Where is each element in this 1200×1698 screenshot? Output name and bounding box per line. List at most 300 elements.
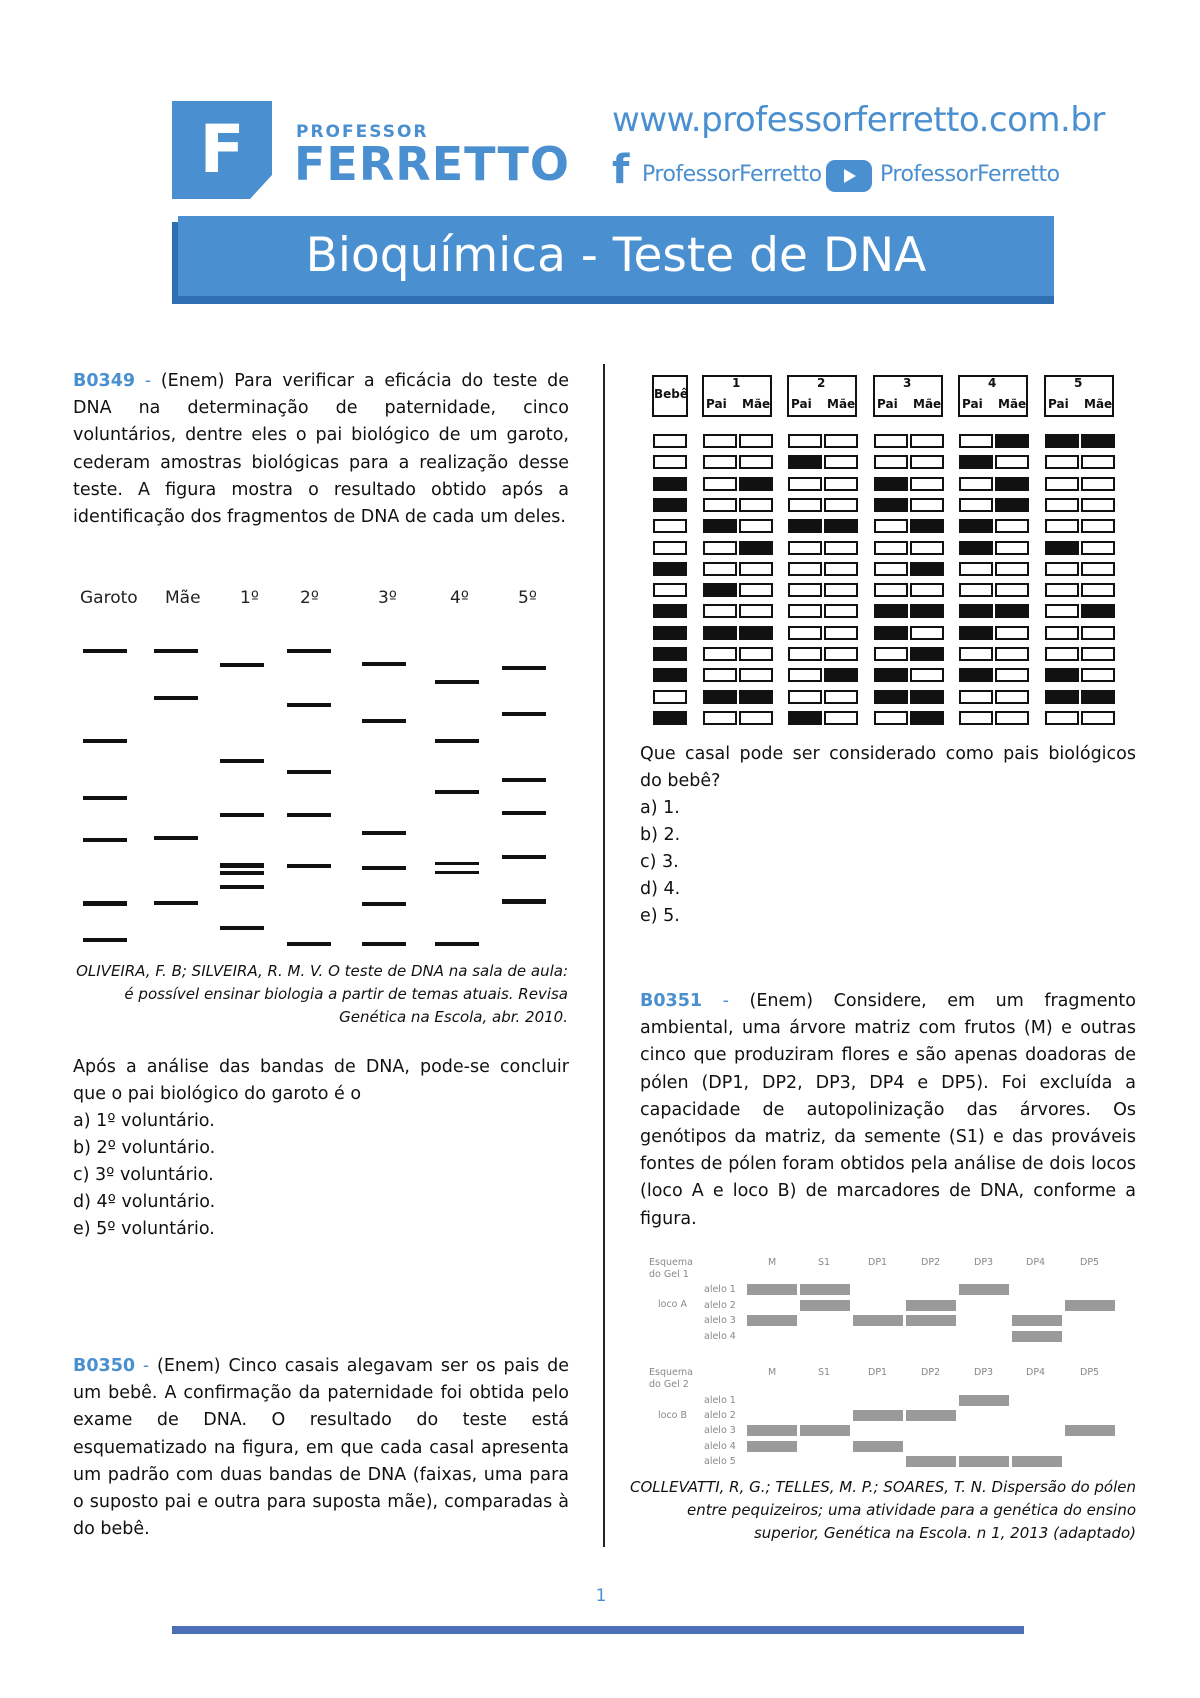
logo-notch (250, 175, 272, 199)
gel2-band (995, 604, 1029, 618)
gel2-band (703, 647, 737, 661)
gel2-band (739, 626, 773, 640)
brand-small: PROFESSOR (296, 122, 429, 142)
gel1-band (83, 901, 127, 906)
gel1-band (83, 838, 127, 842)
gel2-band (874, 647, 908, 661)
gel2-band (653, 455, 687, 469)
gel1-band (220, 871, 264, 875)
gel2-band (703, 711, 737, 725)
gel2-band (824, 604, 858, 618)
lane-label: Garoto (80, 588, 138, 608)
gel1-band (435, 790, 479, 794)
q1-citation-line: OLIVEIRA, F. B; SILVEIRA, R. M. V. O teste de DNA na sala de aula: (76, 962, 568, 980)
gel-column-label: DP1 (868, 1367, 888, 1378)
gel3-figure (640, 1255, 1140, 1477)
gel2-band (995, 519, 1029, 533)
gel2-band (739, 583, 773, 597)
gel2-band (874, 541, 908, 555)
gel1-band (362, 902, 406, 906)
gel-column-label: S1 (818, 1367, 831, 1378)
q2-sep: - (135, 1356, 158, 1376)
q1-question: Após a análise das bandas de DNA, pode-se concluir que o pai biológico do garoto é o (73, 1057, 569, 1105)
q1-citation-line: Genética na Escola, abr. 2010. (339, 1008, 568, 1026)
pai-label: Pai (962, 397, 983, 411)
gel2-band (703, 690, 737, 704)
gel2-band (1045, 519, 1079, 533)
gel2-band (824, 477, 858, 491)
gel2-band (1045, 477, 1079, 491)
gel2-band (1081, 604, 1115, 618)
gel3-band (853, 1441, 903, 1452)
gel1-band (362, 866, 406, 870)
gel2-band (824, 690, 858, 704)
gel2-band (824, 647, 858, 661)
gel1-band (502, 855, 546, 859)
gel2-band (739, 477, 773, 491)
gel2-band (874, 668, 908, 682)
gel2-band (874, 498, 908, 512)
gel2-band (1045, 562, 1079, 576)
gel2-band (824, 541, 858, 555)
gel1-band (362, 831, 406, 835)
gel3-band (906, 1456, 956, 1467)
gel3-band (906, 1410, 956, 1421)
gel2-band (788, 690, 822, 704)
gel1-band (502, 712, 546, 716)
allele-label: alelo 2 (704, 1299, 736, 1311)
mae-label: Mãe (742, 397, 771, 411)
gel3-band (1012, 1456, 1062, 1467)
gel2-band (959, 498, 993, 512)
gel3-band (853, 1410, 903, 1421)
page-title: Bioquímica - Teste de DNA (305, 228, 927, 283)
q3-citation-line: COLLEVATTI, R, G.; TELLES, M. P.; SOARES, T. N. Dispersão do pólen (630, 1478, 1136, 1496)
gel2-band (1045, 434, 1079, 448)
q3-citation (630, 1476, 1136, 1545)
gel2-band (824, 519, 858, 533)
gel2-band (874, 519, 908, 533)
gel2-band (874, 477, 908, 491)
gel2-band (995, 541, 1029, 555)
gel2-band (1081, 434, 1115, 448)
gel2-band (703, 477, 737, 491)
allele-label: alelo 3 (704, 1425, 736, 1437)
gel2-band (910, 583, 944, 597)
gel1-band (83, 649, 127, 653)
gel3-band (959, 1456, 1009, 1467)
gel2-band (739, 541, 773, 555)
q1-citation-line: é possível ensinar biologia a partir de temas atuais. Revisa (124, 985, 568, 1003)
q3-citation-line: superior, Genética na Escola. n 1, 2013 (adaptado) (753, 1524, 1136, 1542)
gel1-band (435, 739, 479, 743)
gel1-band (502, 778, 546, 782)
gel2-band (995, 626, 1029, 640)
gel2-band (1081, 668, 1115, 682)
gel2-band (1081, 626, 1115, 640)
gel2-band (1045, 711, 1079, 725)
gel2-band (910, 434, 944, 448)
gel2-band (1045, 647, 1079, 661)
gel1-band (220, 863, 264, 868)
gel2-band (910, 668, 944, 682)
gel-column-label: DP3 (974, 1257, 994, 1268)
q1-text: (Enem) Para verificar a eficácia do teste de DNA na determinação de paternidade, cinco voluntários, dentre eles o pai biológico de um garoto, cederam amostras biológicas para a realização desse teste. A figura mostra o resultado obtido após a identificação dos fragmentos de DNA de cada um deles. (73, 371, 569, 528)
pai-label: Pai (1048, 397, 1069, 411)
gel2-band (874, 604, 908, 618)
gel3-band (800, 1300, 850, 1311)
q1-paragraph (73, 368, 569, 531)
gel2-band (995, 562, 1029, 576)
gel2-band (959, 434, 993, 448)
gel2-band (788, 455, 822, 469)
allele-label: alelo 4 (704, 1440, 736, 1452)
gel1-band (287, 649, 331, 653)
youtube-name[interactable]: ProfessorFerretto (880, 162, 1060, 187)
gel2-band (910, 455, 944, 469)
gel2-band (959, 562, 993, 576)
gel2-band (995, 690, 1029, 704)
gel2-band (703, 583, 737, 597)
q2-option[interactable]: a) 1. (640, 798, 680, 818)
logo-letter: F (199, 111, 245, 188)
gel1-band (83, 796, 127, 800)
gel2-band (739, 690, 773, 704)
q3-paragraph (640, 988, 1136, 1233)
baby-label: Bebê (654, 387, 689, 401)
allele-label: alelo 1 (704, 1395, 736, 1406)
mae-label: Mãe (827, 397, 856, 411)
gel2-band (703, 519, 737, 533)
gel2-band (653, 477, 687, 491)
gel2-band (1045, 455, 1079, 469)
q1-option[interactable]: e) 5º voluntário. (73, 1219, 215, 1239)
mae-label: Mãe (913, 397, 942, 411)
gel-title: Esquema (649, 1367, 693, 1378)
gel2-band (703, 434, 737, 448)
q2-option[interactable]: c) 3. (640, 852, 679, 872)
gel2-band (653, 690, 687, 704)
gel2-band (910, 519, 944, 533)
gel2-band (739, 434, 773, 448)
gel1-band (362, 942, 406, 946)
gel2-band (739, 562, 773, 576)
gel2-band (653, 498, 687, 512)
allele-label: alelo 2 (704, 1410, 736, 1422)
gel2-band (788, 626, 822, 640)
gel2-band (874, 562, 908, 576)
gel2-band (959, 455, 993, 469)
gel3-band (747, 1441, 797, 1452)
gel2-band (824, 498, 858, 512)
mae-label: Mãe (998, 397, 1027, 411)
gel1-band (287, 703, 331, 707)
gel3-band (747, 1315, 797, 1326)
gel1-band (502, 899, 546, 904)
gel2-band (739, 498, 773, 512)
gel2-band (703, 626, 737, 640)
gel2-band (910, 477, 944, 491)
gel2-band (788, 711, 822, 725)
gel2-band (739, 711, 773, 725)
gel-column-label: DP1 (868, 1257, 888, 1268)
gel2-band (703, 455, 737, 469)
allele-label: alelo 4 (704, 1330, 736, 1342)
gel1-band (154, 696, 198, 700)
gel2-band (910, 562, 944, 576)
gel2-band (910, 647, 944, 661)
gel1-band (220, 759, 264, 763)
gel-column-label: M (768, 1367, 777, 1378)
gel1-band (362, 662, 406, 666)
gel2-band (1081, 455, 1115, 469)
pai-label: Pai (877, 397, 898, 411)
gel-column-label: DP2 (921, 1367, 941, 1378)
gel1-band (435, 942, 479, 946)
gel2-band (1081, 583, 1115, 597)
gel2-band (1045, 583, 1079, 597)
column-divider (603, 364, 605, 1547)
gel2-band (874, 583, 908, 597)
gel3-band (1065, 1300, 1115, 1311)
gel3-band (800, 1425, 850, 1436)
gel1-band (435, 862, 479, 865)
gel2-band (910, 604, 944, 618)
q3-sep: - (702, 991, 750, 1011)
gel2-band (1081, 498, 1115, 512)
pai-label: Pai (706, 397, 727, 411)
gel2-band (995, 455, 1029, 469)
facebook-name[interactable]: ProfessorFerretto (642, 162, 822, 187)
gel2-band (995, 477, 1029, 491)
site-url[interactable]: www.professorferretto.com.br (612, 100, 1105, 140)
gel2-band (995, 711, 1029, 725)
gel1-band (220, 813, 264, 817)
q1-options (73, 1108, 569, 1243)
gel2-band (788, 583, 822, 597)
gel2-band (1045, 626, 1079, 640)
gel2-band (788, 604, 822, 618)
gel-column-label: M (768, 1257, 777, 1268)
gel1-band (287, 864, 331, 868)
q2-option[interactable]: b) 2. (640, 825, 681, 845)
gel2-band (910, 711, 944, 725)
page-number: 1 (595, 1586, 607, 1606)
gel2-band (739, 668, 773, 682)
gel1-band (154, 836, 198, 840)
gel2-band (1081, 562, 1115, 576)
gel2-band (1081, 477, 1115, 491)
gel-column-label: S1 (818, 1257, 831, 1268)
gel3-band (1012, 1315, 1062, 1326)
gel-column-label: DP3 (974, 1367, 994, 1378)
facebook-icon: f (612, 147, 630, 193)
gel1-band (220, 663, 264, 667)
gel2-band (703, 541, 737, 555)
gel2-band (824, 583, 858, 597)
lane-label: 4º (450, 588, 469, 608)
footer-bar (172, 1626, 1024, 1634)
gel2-band (874, 434, 908, 448)
gel2-band (959, 647, 993, 661)
q2-code: B0350 (73, 1356, 136, 1376)
gel2-band (788, 498, 822, 512)
allele-label: alelo 1 (704, 1284, 736, 1295)
gel1-band (287, 770, 331, 774)
lane-label: 2º (300, 588, 319, 608)
q1-option[interactable]: b) 2º voluntário. (73, 1138, 216, 1158)
gel2-band (653, 626, 687, 640)
gel2-band (824, 711, 858, 725)
gel2-band (788, 541, 822, 555)
q1-option[interactable]: d) 4º voluntário. (73, 1192, 216, 1212)
gel2-band (874, 690, 908, 704)
gel3-band (906, 1315, 956, 1326)
gel-title: Esquema (649, 1257, 693, 1268)
locus-label: loco A (658, 1299, 688, 1310)
couple-number: 1 (732, 376, 741, 390)
gel-column-label: DP5 (1080, 1257, 1100, 1268)
gel3-band (800, 1284, 850, 1295)
gel2-band (739, 455, 773, 469)
gel2-band (739, 647, 773, 661)
gel2-band (995, 434, 1029, 448)
gel2-band (703, 562, 737, 576)
gel2-band (653, 711, 687, 725)
gel2-band (995, 668, 1029, 682)
gel-title: do Gel 2 (649, 1379, 689, 1390)
q1-option[interactable]: c) 3º voluntário. (73, 1165, 214, 1185)
gel2-band (653, 541, 687, 555)
gel2-band (739, 519, 773, 533)
q2-question: Que casal pode ser considerado como pais biológicos do bebê? (640, 744, 1136, 792)
gel1-band (287, 942, 331, 946)
gel1-band (220, 926, 264, 930)
gel2-band (703, 668, 737, 682)
gel2-band (788, 434, 822, 448)
q3-citation-line: entre pequizeiros; uma atividade para a genética do ensino (687, 1501, 1136, 1519)
lane-label: Mãe (165, 588, 201, 608)
gel2-band (1045, 498, 1079, 512)
gel2-band (959, 477, 993, 491)
gel2-band (959, 668, 993, 682)
gel-title: do Gel 1 (649, 1269, 689, 1280)
gel2-band (653, 668, 687, 682)
gel2-band (788, 477, 822, 491)
gel1-band (287, 813, 331, 817)
couple-number: 2 (817, 376, 826, 390)
gel1-band (83, 938, 127, 942)
mae-label: Mãe (1084, 397, 1113, 411)
gel2-band (788, 647, 822, 661)
q2-paragraph (73, 1353, 569, 1543)
gel2-band (653, 434, 687, 448)
gel2-band (653, 562, 687, 576)
gel1-band (83, 739, 127, 743)
gel3-band (1065, 1425, 1115, 1436)
gel-column-label: DP4 (1026, 1257, 1046, 1268)
youtube-play-icon (844, 169, 856, 183)
gel1-band (154, 901, 198, 905)
gel2-band (959, 626, 993, 640)
gel1-band (435, 871, 479, 874)
gel2-band (959, 541, 993, 555)
gel1-figure (60, 582, 580, 960)
gel1-band (362, 719, 406, 723)
gel3-band (853, 1315, 903, 1326)
gel2-band (995, 498, 1029, 512)
q2-option[interactable]: d) 4. (640, 879, 681, 899)
gel1-band (502, 666, 546, 670)
gel2-band (824, 626, 858, 640)
gel2-band (874, 711, 908, 725)
gel2-band (824, 668, 858, 682)
gel2-band (703, 498, 737, 512)
gel2-band (1081, 647, 1115, 661)
gel2-band (788, 668, 822, 682)
couple-number: 4 (988, 376, 997, 390)
gel1-band (154, 649, 198, 653)
gel2-band (739, 604, 773, 618)
gel2-band (995, 583, 1029, 597)
gel3-band (959, 1395, 1009, 1406)
pai-label: Pai (791, 397, 812, 411)
lane-label: 5º (518, 588, 537, 608)
q2-options (640, 795, 1136, 930)
gel2-band (959, 583, 993, 597)
gel2-band (959, 711, 993, 725)
gel2-band (874, 455, 908, 469)
gel2-band (959, 690, 993, 704)
locus-label: loco B (658, 1410, 688, 1421)
q2-option[interactable]: e) 5. (640, 906, 680, 926)
gel2-band (959, 519, 993, 533)
gel2-band (653, 519, 687, 533)
q1-option[interactable]: a) 1º voluntário. (73, 1111, 215, 1131)
lane-label: 1º (240, 588, 259, 608)
brand-big: FERRETTO (294, 137, 571, 191)
gel2-band (1045, 690, 1079, 704)
q2-text: (Enem) Cinco casais alegavam ser os pais de um bebê. A confirmação da paternidade foi obtida pelo exame de DNA. O resultado do teste está esquematizado na figura, em que cada casal apresenta um padrão com duas bandas de DNA (faixas, uma para o suposto pai e outra para suposta mãe), comparadas à do bebê. (73, 1356, 569, 1540)
gel2-band (910, 690, 944, 704)
gel2-band (1045, 668, 1079, 682)
gel2-band (824, 562, 858, 576)
couple-number: 3 (903, 376, 912, 390)
gel3-band (906, 1300, 956, 1311)
gel2-band (1081, 519, 1115, 533)
gel2-band (1081, 690, 1115, 704)
gel3-band (1012, 1331, 1062, 1342)
gel1-band (502, 811, 546, 815)
gel2-band (910, 541, 944, 555)
gel2-band (995, 647, 1029, 661)
gel2-band (788, 519, 822, 533)
gel2-band (1081, 541, 1115, 555)
gel2-band (653, 583, 687, 597)
gel3-band (747, 1284, 797, 1295)
gel-column-label: DP5 (1080, 1367, 1100, 1378)
allele-label: alelo 5 (704, 1455, 736, 1467)
q1-sep: - (135, 371, 161, 391)
gel2-band (910, 498, 944, 512)
gel2-band (653, 647, 687, 661)
couple-number: 5 (1074, 376, 1083, 390)
q1-citation (60, 960, 568, 1029)
gel2-band (824, 455, 858, 469)
gel2-band (910, 626, 944, 640)
gel1-band (435, 680, 479, 684)
gel2-band (1081, 711, 1115, 725)
